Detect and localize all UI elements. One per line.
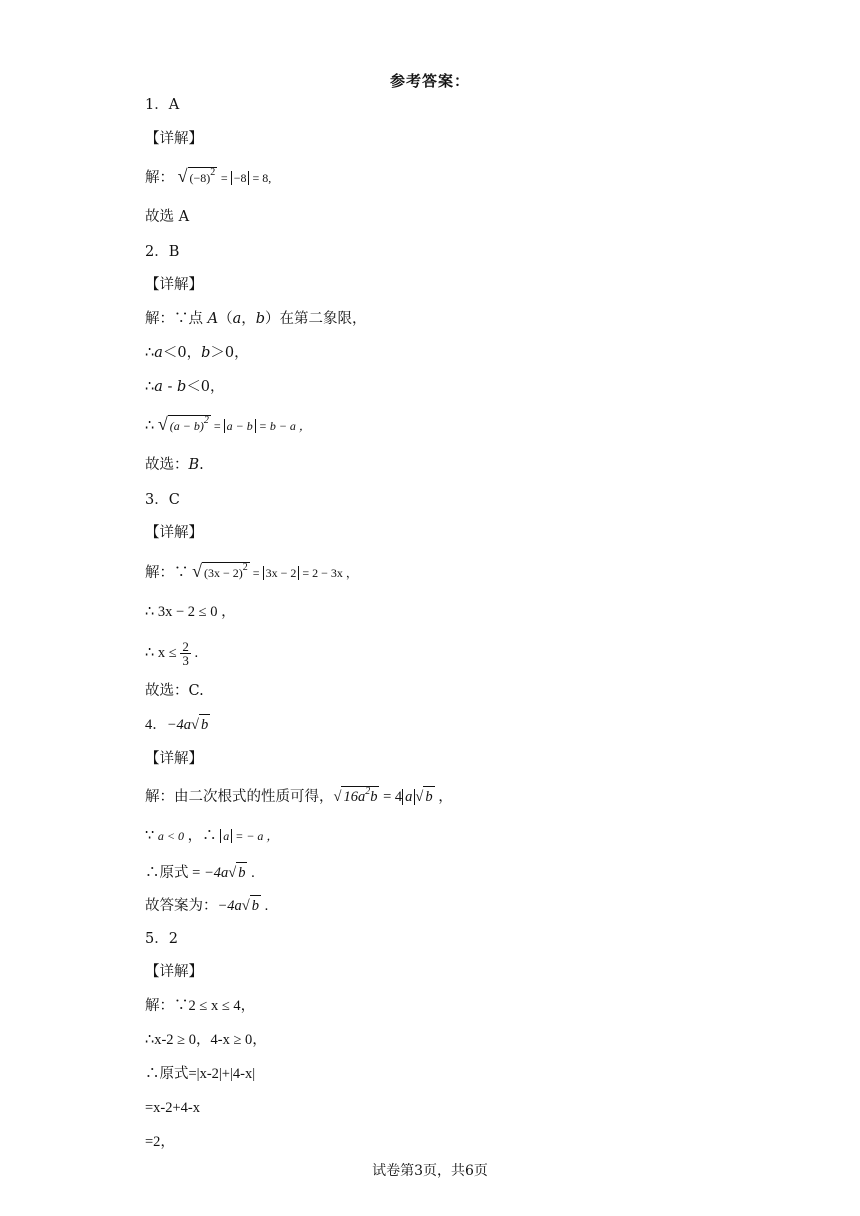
q2-line4 <box>145 414 311 438</box>
q2-l1-comma: ， <box>241 311 256 327</box>
q4-answer-prefix: 4． <box>145 717 167 733</box>
page-title: 参考答案： <box>389 72 470 90</box>
q2-l4-therefore: ∴ <box>145 418 158 434</box>
q3-frac-numerator: 2 <box>182 639 189 654</box>
q5-line4: =x-2+4-x <box>145 1100 201 1116</box>
q2-l1-b: b <box>255 311 266 327</box>
q2-l1-point: A <box>207 311 219 327</box>
q2-line2 <box>145 343 249 363</box>
q1-choose: 故选 A <box>145 209 190 225</box>
q4-l3-radicand: b <box>236 862 247 883</box>
q1-radicand-base: (−8) <box>189 171 211 185</box>
radical-sign: √ <box>333 789 342 805</box>
q2-choose-end: . <box>199 457 204 473</box>
q2-line3 <box>145 377 225 397</box>
q1-equals: = <box>220 171 231 185</box>
q2-l1-prefix: 解：∵点 <box>145 311 208 327</box>
q3-line1 <box>145 561 358 585</box>
q4-answer <box>145 714 210 735</box>
q2-l2-a: a <box>154 345 163 361</box>
q1-solution <box>145 166 271 190</box>
q4-l4-expr: −4a <box>217 898 242 914</box>
q4-l2-mid: ，∴ <box>183 828 221 844</box>
q2-l3-mid: - <box>162 379 178 395</box>
q2-l4-result: = b − a ， <box>255 419 311 433</box>
q2-l4-exponent: 2 <box>203 415 209 426</box>
q2-l4-abs: a − b <box>224 419 256 433</box>
q4-l1-radicand <box>341 786 379 809</box>
q4-l1-prefix: 解：由二次根式的性质可得， <box>145 789 334 805</box>
q3-line2: ∴ 3x − 2 ≤ 0 ， <box>145 604 236 620</box>
q4-l2-abs: a <box>220 829 232 843</box>
q3-choose: 故选：C. <box>145 683 204 699</box>
q5-line2: ∴x-2 ≥ 0，4-x ≥ 0， <box>145 1032 267 1048</box>
q2-choose <box>145 455 204 475</box>
q2-l2-b: b <box>201 345 211 361</box>
q3-l1-radicand-base: (3x − 2) <box>204 566 243 580</box>
q2-detail-heading: 【详解】 <box>145 277 203 293</box>
q1-result: = 8, <box>249 171 272 185</box>
radical-sign: √ <box>192 561 203 581</box>
q4-l1-radicand2: b <box>423 786 434 807</box>
q4-l2-condition: a < 0 <box>157 829 184 843</box>
q2-choose-letter: B <box>188 457 200 473</box>
q4-l4-end: . <box>261 898 269 914</box>
q3-fraction <box>180 640 191 667</box>
q4-l2-prefix: ∵ <box>145 828 158 844</box>
q4-l4-radicand: b <box>250 895 261 916</box>
q2-choose-prefix: 故选： <box>145 457 189 473</box>
q3-l1-radicand <box>202 562 250 585</box>
q4-line4 <box>145 895 268 916</box>
page-footer: 试卷第3页，共6页 <box>372 1163 488 1179</box>
q4-detail-heading: 【详解】 <box>145 751 203 767</box>
q5-line5: =2， <box>145 1134 175 1150</box>
q2-l2-end: ＞0， <box>210 345 249 361</box>
q5-line1: 解：∵2 ≤ x ≤ 4， <box>145 998 256 1014</box>
q2-l3-therefore: ∴ <box>145 379 155 395</box>
q4-l3-expr: −4a <box>203 865 229 881</box>
q4-l1-equals: = 4 <box>379 789 403 805</box>
q2-l4-radicand <box>168 415 211 438</box>
q4-l1-end: ， <box>434 789 453 805</box>
q3-answer: 3．C <box>145 492 180 508</box>
q4-line1 <box>145 786 453 809</box>
q2-line1 <box>145 309 367 329</box>
q4-l2-end: = − a ， <box>232 829 279 843</box>
q2-l3-end: ＜0， <box>186 379 225 395</box>
radical-sign: √ <box>241 898 250 914</box>
q3-detail-heading: 【详解】 <box>145 525 203 541</box>
q3-l1-abs: 3x − 2 <box>263 566 300 580</box>
q4-l1-abs: a <box>402 789 415 805</box>
radical-sign: √ <box>415 789 424 805</box>
q1-answer: 1．A <box>145 97 180 113</box>
q1-detail-heading: 【详解】 <box>145 131 203 147</box>
q5-detail-heading: 【详解】 <box>145 964 203 980</box>
q2-l3-b: b <box>177 379 187 395</box>
q2-l2-mid: ＜0， <box>162 345 202 361</box>
radical-sign: √ <box>228 865 237 881</box>
q2-l3-a: a <box>154 379 163 395</box>
q2-l4-radicand-base: (a − b) <box>169 419 204 433</box>
radical-sign: √ <box>177 166 188 186</box>
q2-l1-rest: ）在第二象限， <box>265 311 367 327</box>
radical-sign: √ <box>191 717 200 733</box>
q2-answer: 2．B <box>145 244 180 260</box>
q4-l1-radicand-b: b <box>370 789 378 805</box>
q3-l3-prefix: ∴ x ≤ <box>145 644 181 661</box>
q3-l1-exponent: 2 <box>242 562 248 573</box>
q2-l2-therefore: ∴ <box>145 345 155 361</box>
q4-line2 <box>145 826 278 846</box>
q1-sol-prefix: 解： <box>145 170 174 186</box>
q5-line3: ∴原式=|x-2|+|4-x| <box>145 1066 256 1082</box>
q4-l3-prefix: ∴原式 = <box>145 865 204 881</box>
q1-radicand <box>188 167 218 190</box>
q4-answer-radicand: b <box>199 714 210 735</box>
q3-l1-prefix: 解：∵ <box>145 565 193 581</box>
radical-sign: √ <box>157 414 168 434</box>
q3-frac-denominator: 3 <box>182 653 189 668</box>
q4-answer-expr: −4a <box>166 717 192 733</box>
q4-l1-radicand-coef: 16a <box>343 789 366 805</box>
q2-l1-a: a <box>232 311 242 327</box>
q3-line3 <box>145 640 198 667</box>
q2-l1-paren: （ <box>218 311 233 327</box>
q5-answer: 5．2 <box>145 931 178 947</box>
q1-exponent: 2 <box>210 167 216 178</box>
q4-l3-end: . <box>247 865 255 881</box>
q4-line3 <box>145 862 255 883</box>
q2-l4-equals: = <box>210 419 224 433</box>
q3-l3-end: . <box>190 644 199 661</box>
q4-l1-exponent: 2 <box>365 786 371 797</box>
q4-l4-prefix: 故答案为： <box>145 898 218 914</box>
q3-l1-result: = 2 − 3x ， <box>299 566 358 580</box>
q1-abs-value: −8 <box>231 171 250 185</box>
q3-l1-equals: = <box>249 566 263 580</box>
